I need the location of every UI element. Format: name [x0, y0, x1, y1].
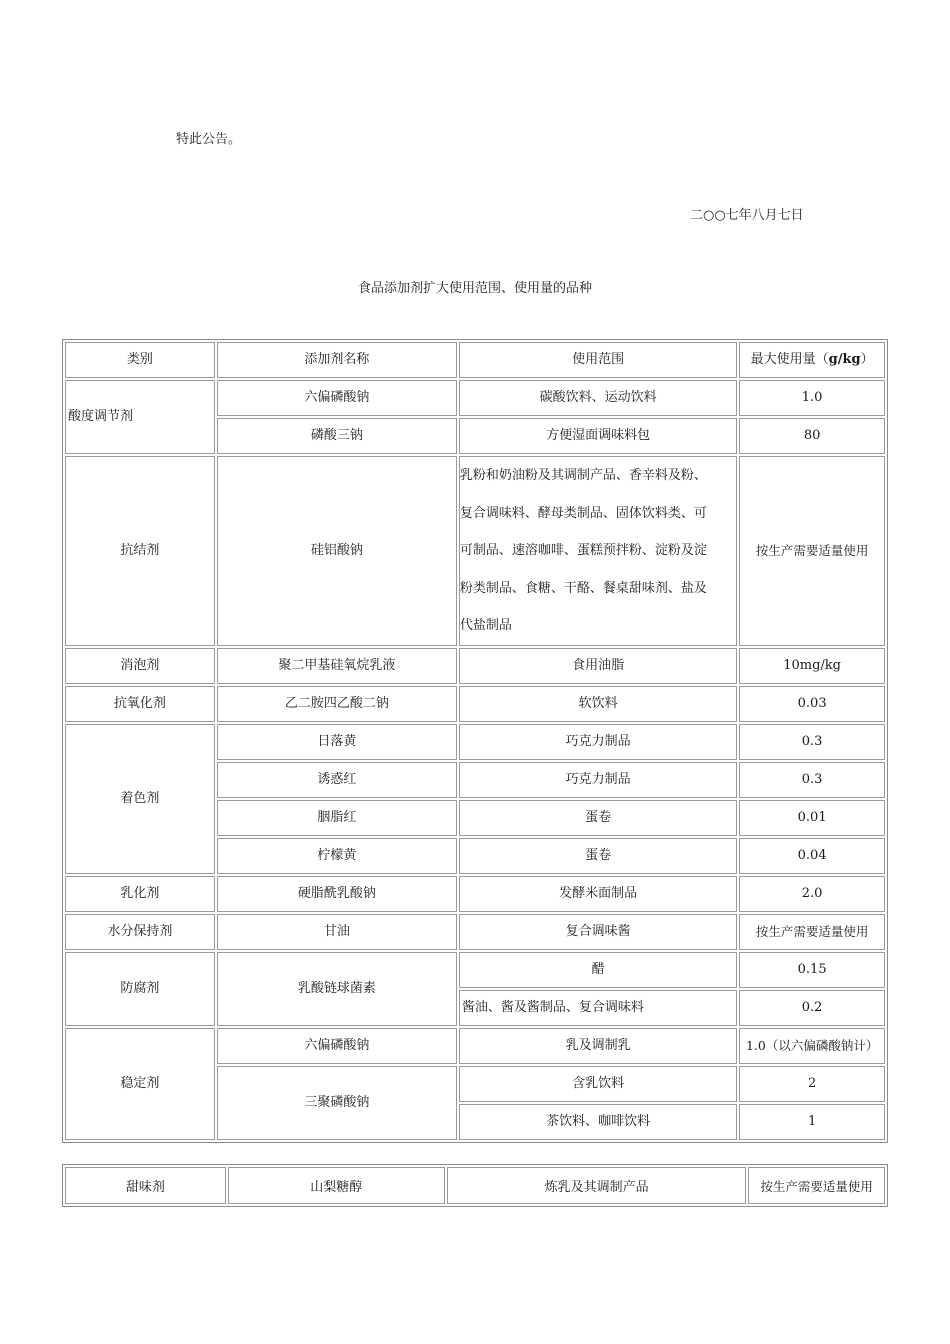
table-row [65, 648, 885, 684]
category-cell: 水分保持剂 [65, 914, 215, 950]
additive-cell: 胭脂红 [217, 800, 457, 836]
scope-cell: 蛋卷 [459, 800, 737, 836]
category-cell: 着色剂 [65, 724, 215, 874]
category-cell: 消泡剂 [65, 648, 215, 684]
category-cell: 酸度调节剂 [65, 380, 215, 454]
max-usage-cell: 2 [739, 1066, 885, 1102]
scope-line: 代盐制品 [459, 618, 512, 633]
scope-cell: 酱油、酱及酱制品、复合调味料 [459, 990, 737, 1026]
table-row [65, 380, 885, 416]
additive-cell: 乙二胺四乙酸二钠 [217, 686, 457, 722]
category-cell: 乳化剂 [65, 876, 215, 912]
max-usage-cell: 1.0 [739, 380, 885, 416]
additive-cell: 硅铝酸钠 [217, 456, 457, 646]
max-usage-cell: 0.3 [739, 762, 885, 798]
scope-cell: 茶饮料、咖啡饮料 [459, 1104, 737, 1140]
category-cell: 稳定剂 [65, 1028, 215, 1140]
table-row [65, 876, 885, 912]
additive-cell: 三聚磷酸钠 [217, 1066, 457, 1140]
sweetener-table [62, 1164, 888, 1207]
max-usage-cell: 0.3 [739, 724, 885, 760]
max-usage-cell: 80 [739, 418, 885, 454]
scope-cell: 乳及调制乳 [459, 1028, 737, 1064]
additive-cell: 磷酸三钠 [217, 418, 457, 454]
category-cell: 抗氧化剂 [65, 686, 215, 722]
table-row [65, 686, 885, 722]
additive-cell: 乳酸链球菌素 [217, 952, 457, 1026]
scope-cell: 方便湿面调味料包 [459, 418, 737, 454]
header-additive: 添加剂名称 [217, 342, 457, 378]
additive-cell: 山梨糖醇 [228, 1167, 445, 1204]
additive-cell: 六偏磷酸钠 [217, 380, 457, 416]
scope-cell: 巧克力制品 [459, 762, 737, 798]
scope-line: 乳粉和奶油粉及其调制产品、香辛料及粉、 [459, 468, 707, 483]
scope-cell: 炼乳及其调制产品 [447, 1167, 746, 1204]
table-row [65, 456, 885, 646]
scope-cell: 发酵米面制品 [459, 876, 737, 912]
header-scope: 使用范围 [459, 342, 737, 378]
table-row [65, 1167, 885, 1204]
notice-text: 特此公告。 [176, 132, 242, 147]
scope-line: 复合调味料、酵母类制品、固体饮料类、可 [459, 505, 707, 521]
scope-cell: 软饮料 [459, 686, 737, 722]
max-usage-cell: 按生产需要适量使用 [739, 914, 885, 950]
max-usage-cell: 1 [739, 1104, 885, 1140]
additive-cell: 聚二甲基硅氧烷乳液 [217, 648, 457, 684]
scope-cell [459, 456, 737, 646]
additive-cell: 甘油 [217, 914, 457, 950]
scope-cell: 含乳饮料 [459, 1066, 737, 1102]
category-cell: 甜味剂 [65, 1167, 226, 1204]
category-cell: 抗结剂 [65, 456, 215, 646]
scope-line: 可制品、速溶咖啡、蛋糕预拌粉、淀粉及淀 [459, 543, 707, 558]
scope-cell: 碳酸饮料、运动饮料 [459, 380, 737, 416]
category-cell: 防腐剂 [65, 952, 215, 1026]
table-header-row [65, 342, 885, 378]
max-usage-cell: 0.04 [739, 838, 885, 874]
max-usage-cell: 1.0（以六偏磷酸钠计） [739, 1028, 885, 1064]
table-row [65, 952, 885, 988]
header-max-usage: 最大使用量（g/kg） [739, 342, 885, 378]
scope-cell: 巧克力制品 [459, 724, 737, 760]
scope-cell: 蛋卷 [459, 838, 737, 874]
table-row [65, 1028, 885, 1064]
max-usage-cell: 10mg/kg [739, 648, 885, 684]
announcement-date: 二○○七年八月七日 [690, 208, 804, 223]
max-usage-cell: 按生产需要适量使用 [739, 456, 885, 646]
header-category: 类别 [65, 342, 215, 378]
max-usage-cell: 2.0 [739, 876, 885, 912]
additive-cell: 诱惑红 [217, 762, 457, 798]
max-usage-cell: 0.2 [739, 990, 885, 1026]
additive-cell: 六偏磷酸钠 [217, 1028, 457, 1064]
scope-cell: 复合调味酱 [459, 914, 737, 950]
max-usage-cell: 0.15 [739, 952, 885, 988]
max-usage-cell: 按生产需要适量使用 [748, 1167, 885, 1204]
max-usage-cell: 0.01 [739, 800, 885, 836]
additive-cell: 日落黄 [217, 724, 457, 760]
additives-table [62, 339, 888, 1143]
scope-line: 粉类制品、食糖、干酪、餐桌甜味剂、盐及 [459, 580, 707, 596]
table-row [65, 724, 885, 760]
table-row [65, 914, 885, 950]
max-usage-cell: 0.03 [739, 686, 885, 722]
scope-cell: 醋 [459, 952, 737, 988]
scope-cell: 食用油脂 [459, 648, 737, 684]
additive-cell: 硬脂酰乳酸钠 [217, 876, 457, 912]
additive-cell: 柠檬黄 [217, 838, 457, 874]
table-title: 食品添加剂扩大使用范围、使用量的品种 [357, 281, 592, 296]
